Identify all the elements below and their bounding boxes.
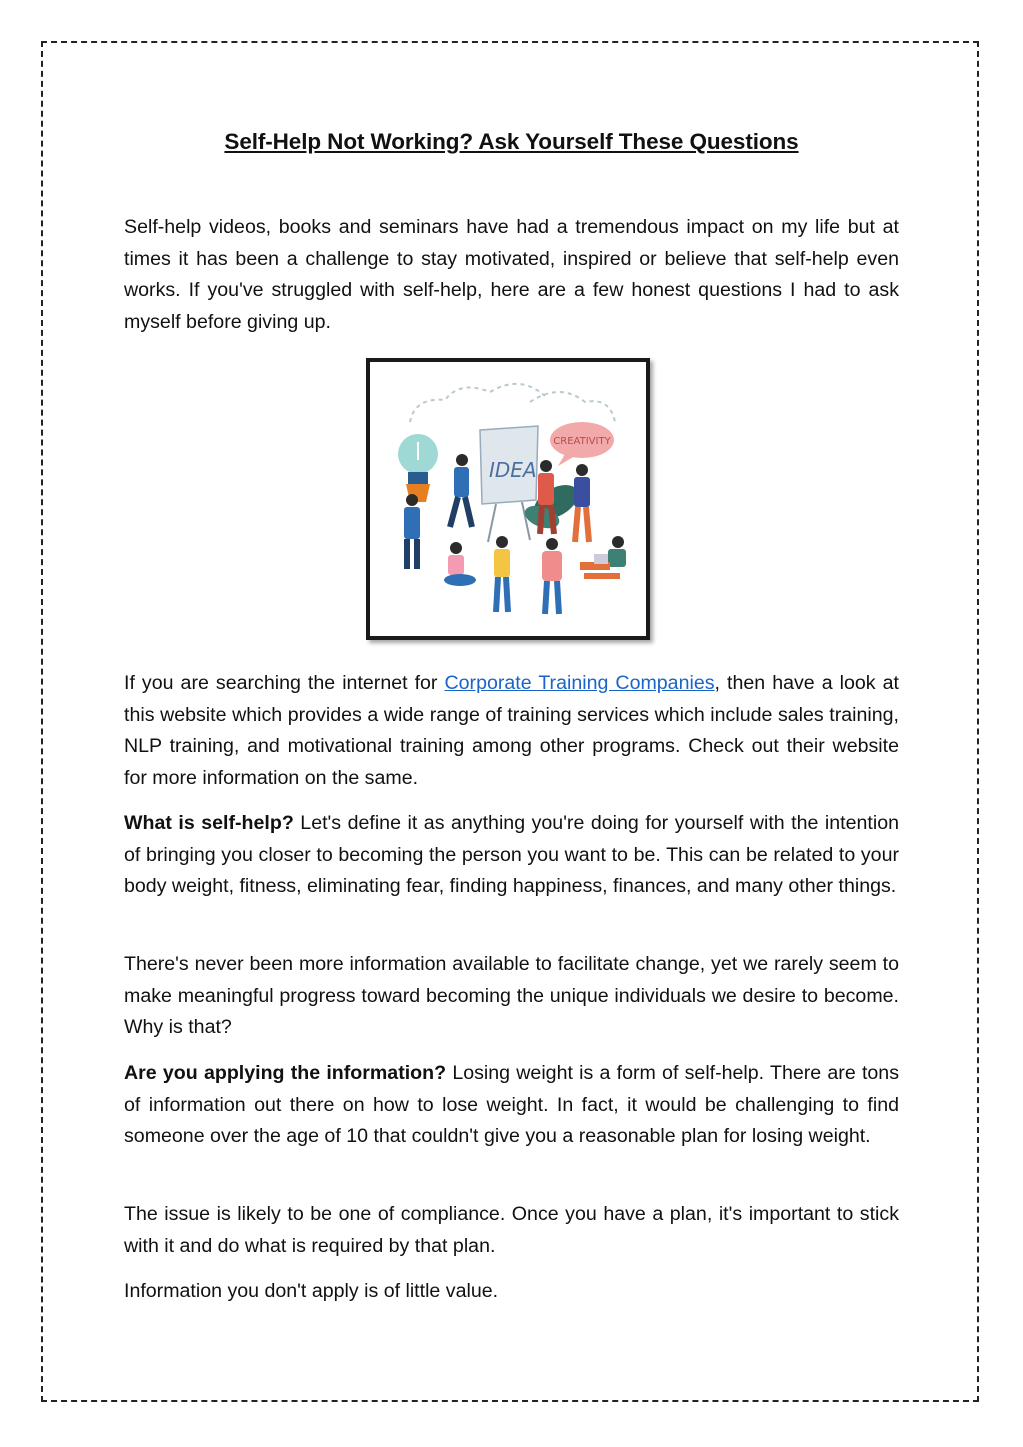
paragraph-text: If you are searching the internet for xyxy=(124,672,445,694)
paragraph-text: , then have a look at this website which provides a wide range of training services which include sales training, NLP training, and motivational training among other programs. Check out their website for more information on the same. xyxy=(124,672,899,789)
light-bulb-icon xyxy=(398,434,438,502)
what-is-self-help-heading: What is self-help? xyxy=(124,812,294,834)
corporate-training-paragraph xyxy=(124,668,899,794)
cloud-outline xyxy=(410,384,545,422)
idea-illustration xyxy=(366,358,650,640)
creativity-bubble xyxy=(550,422,614,466)
never-been-more-paragraph: There's never been more information available to facilitate change, yet we rarely seem to make meaningful progress toward becoming the unique individuals we desire to become. Why is that? xyxy=(124,953,899,1038)
idea-board-label: IDEA xyxy=(489,458,537,482)
paragraph-text: Losing weight is a form of self-help. There are tons of information out there on how to lose weight. In fact, it would be challenging to find someone over the age of 10 that couldn't give you a reasonable plan for losing weight. xyxy=(124,1062,899,1147)
what-is-self-help-paragraph xyxy=(124,808,899,903)
compliance-paragraph: The issue is likely to be one of compliance. Once you have a plan, it's important to stick with it and do what is required by that plan. xyxy=(124,1203,899,1257)
sitting-woman xyxy=(444,542,476,586)
man-yellow-shirt xyxy=(494,536,510,612)
cloud-outline xyxy=(530,392,615,422)
idea-board xyxy=(480,426,538,542)
woman-standing-right xyxy=(574,464,590,542)
applying-information-heading: Are you applying the information? xyxy=(124,1062,447,1084)
corporate-training-link[interactable]: Corporate Training Companies xyxy=(444,672,715,694)
applying-information-paragraph xyxy=(124,1058,899,1153)
creativity-bubble-label: CREATIVITY xyxy=(553,436,611,447)
intro-paragraph: Self-help videos, books and seminars have had a tremendous impact on my life but at times it has been a challenge to stay motivated, inspired or believe that self-help even works. If you've struggled with self-help, here are a few honest questions I had to ask myself before giving up. xyxy=(124,216,899,333)
page-title: Self-Help Not Working? Ask Yourself These Questions xyxy=(224,129,799,154)
walking-man xyxy=(450,454,472,527)
person-holding-bulb xyxy=(404,494,420,569)
little-value-paragraph: Information you don't apply is of little value. xyxy=(124,1280,499,1302)
woman-pink-shirt xyxy=(542,538,562,614)
paragraph-text: Let's define it as anything you're doing for yourself with the intention of bringing you closer to becoming the person you want to be. This can be related to your body weight, fitness, eliminating fear, finding happiness, finances, and many other things. xyxy=(124,812,899,897)
